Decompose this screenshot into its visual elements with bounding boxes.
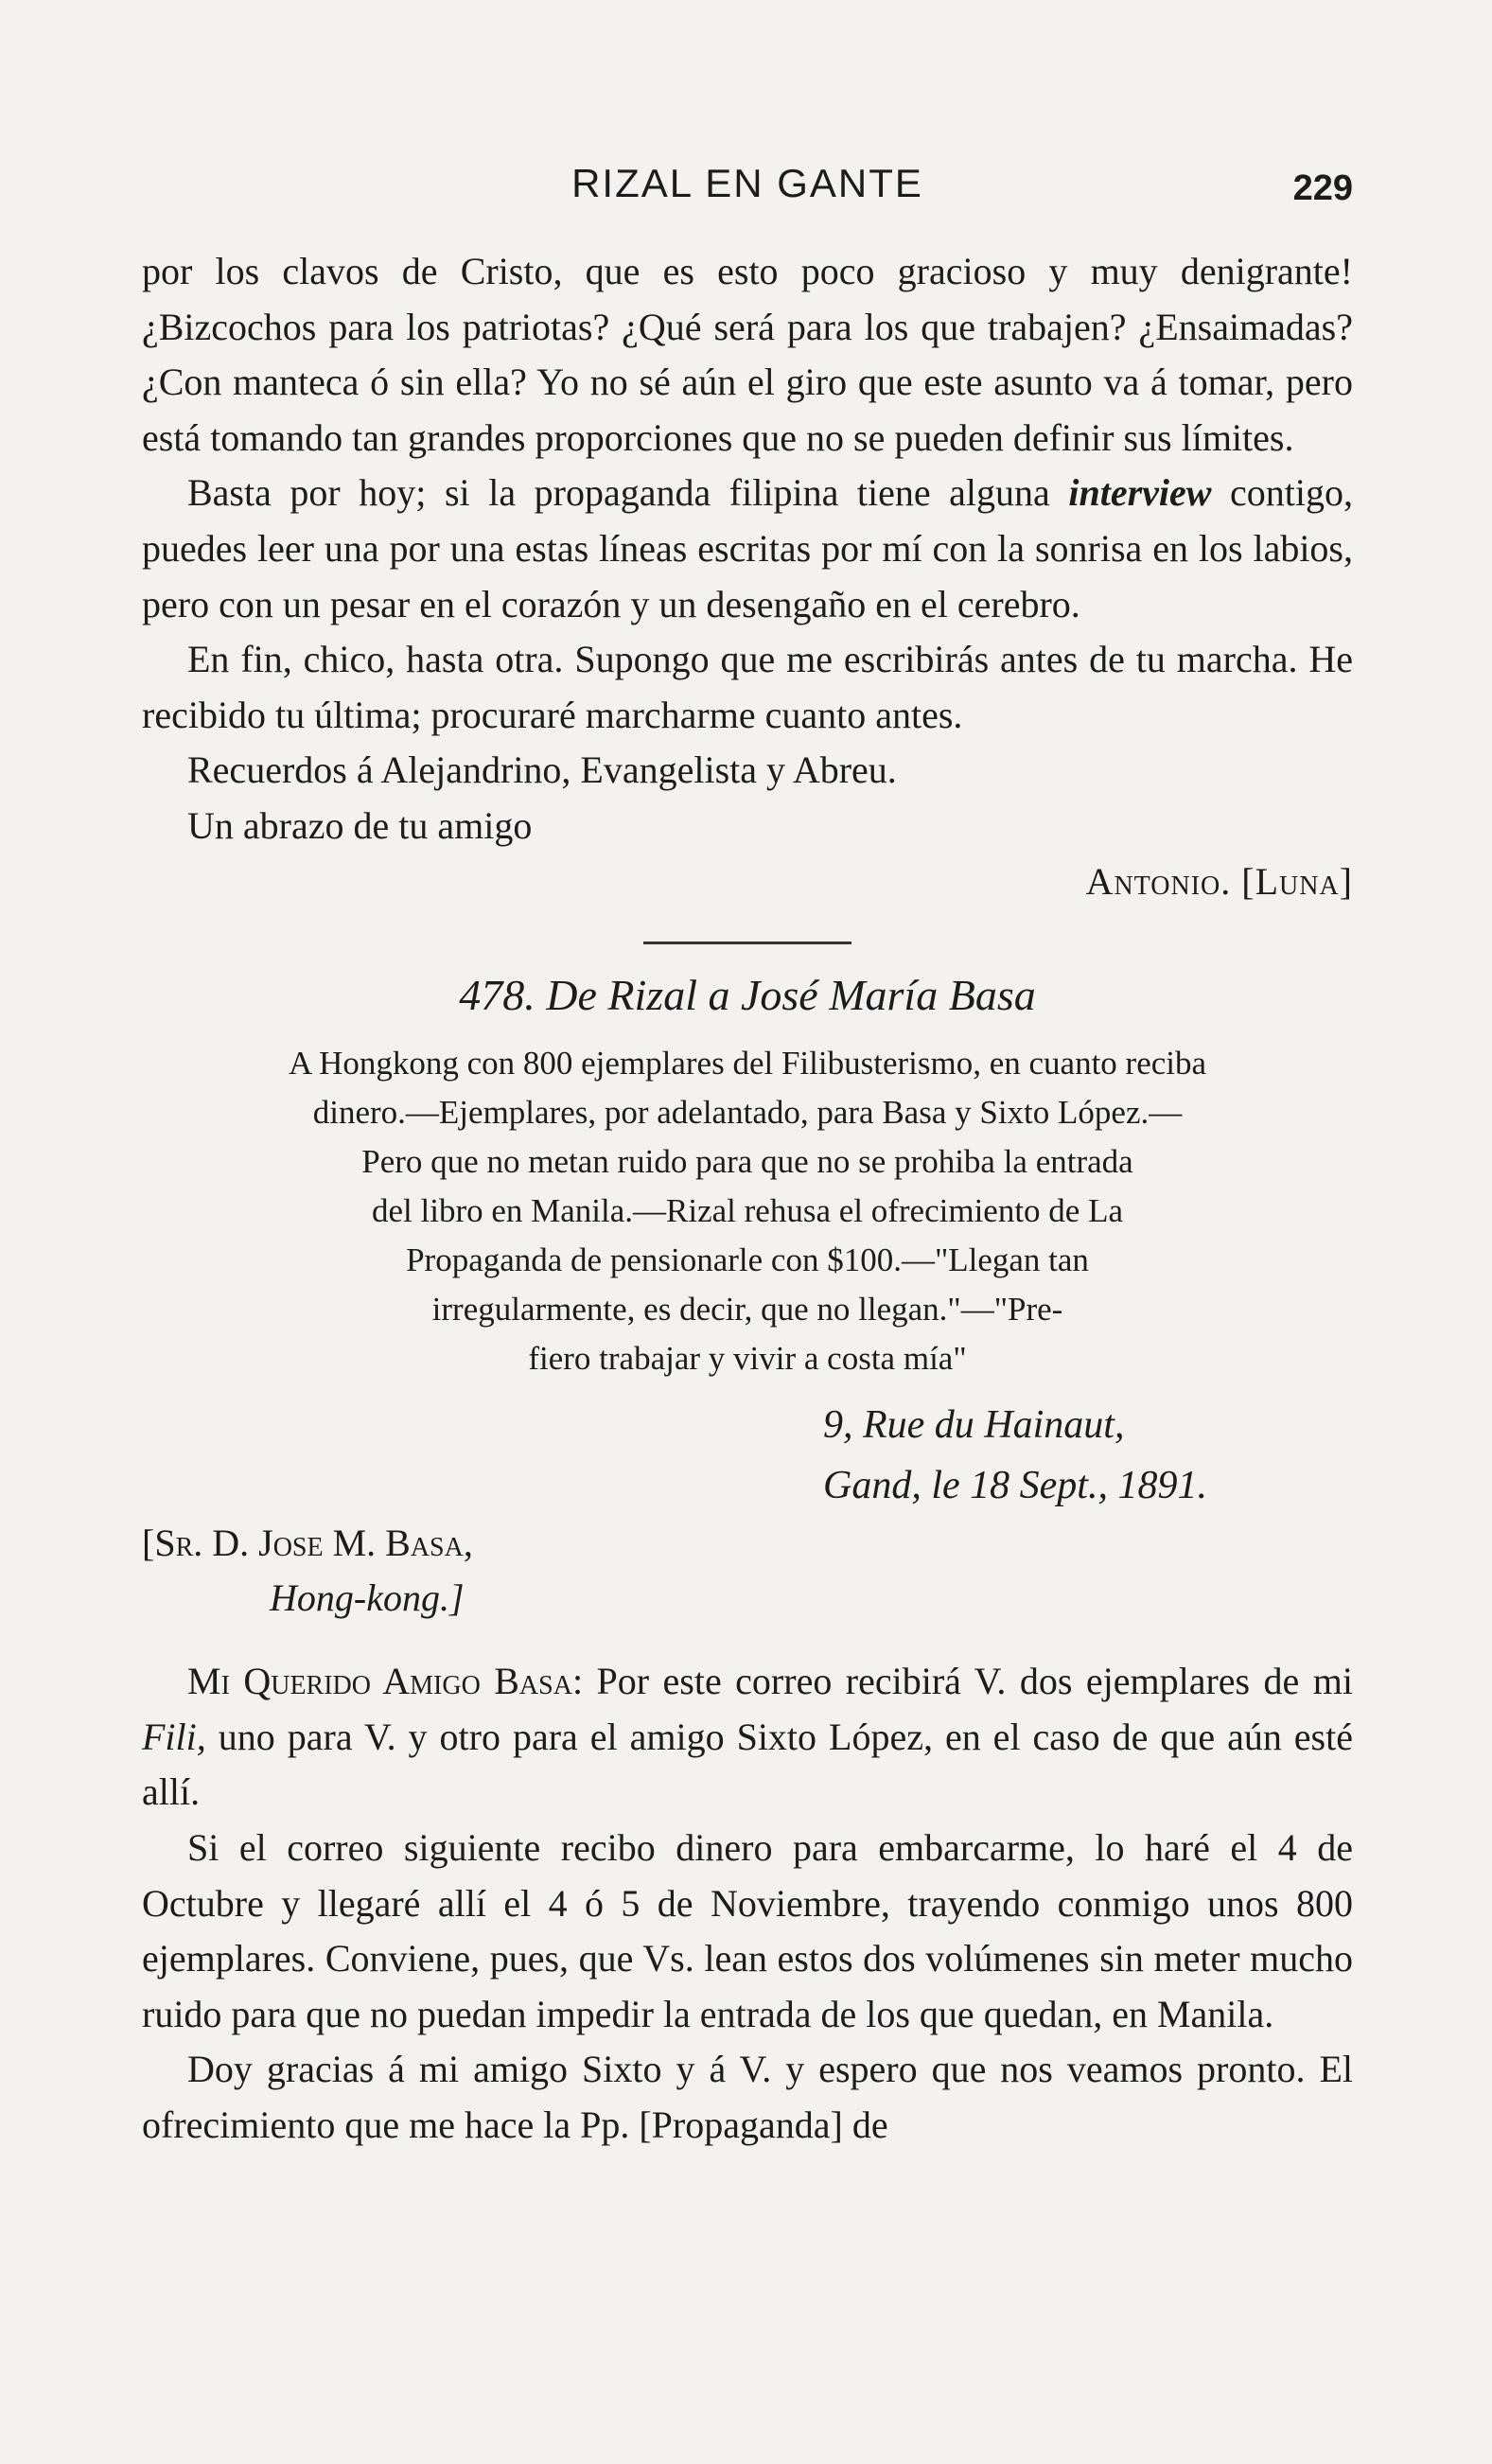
- summary-line: A Hongkong con 800 ejemplares del Filibusterismo, en cuanto reciba: [288, 1045, 1207, 1082]
- page-header: [142, 161, 1353, 218]
- addressee-name: [Sr. D. Jose M. Basa,: [142, 1522, 473, 1565]
- signature: Antonio. [Luna]: [1085, 859, 1353, 903]
- text-span: uno para V. y otro para el amigo Sixto López, en el caso de que aún esté allí.: [142, 1715, 1353, 1814]
- page-number: 229: [1292, 168, 1353, 208]
- summary-line: Propaganda de pensionarle con $100.—"Llegan tan: [406, 1241, 1089, 1279]
- italic-word: interview: [1068, 471, 1212, 515]
- dateline-date: Gand, le 18 Sept., 1891.: [823, 1464, 1207, 1508]
- paragraph: Recuerdos á Alejandrino, Evangelista y Abreu.: [187, 748, 897, 792]
- summary-line: del libro en Manila.—Rizal rehusa el ofrecimiento de La: [371, 1192, 1123, 1230]
- salutation: Mi Querido Amigo Basa:: [187, 1660, 584, 1703]
- letter-body: [142, 1654, 1353, 2153]
- summary-line: irregularmente, es decir, que no llegan."—"Pre-: [431, 1291, 1063, 1329]
- section-divider: [643, 942, 851, 944]
- paragraph: Si el correo siguiente recibo dinero para embarcarme, lo haré el 4 de Octubre y llegaré allí el 4 ó 5 de Noviembre, trayendo conmigo unos 800 ejemplares. Conviene, pues, que Vs. lean estos dos volúmenes sin meter mucho ruido para que no puedan impedir la entrada de los que quedan, en Manila.: [142, 1825, 1353, 2035]
- summary-line: fiero trabajar y vivir a costa mía": [528, 1340, 967, 1378]
- letter-summary: [208, 1039, 1287, 1383]
- page-body: [142, 244, 1353, 2153]
- text-span: Por este correo recibirá V. dos ejemplares de mi: [583, 1660, 1353, 1703]
- paragraph: [142, 466, 1353, 632]
- italic-word: Fili,: [142, 1715, 206, 1758]
- paragraph: Un abrazo de tu amigo: [187, 803, 533, 847]
- text-span: Basta por hoy; si la propaganda filipina tiene alguna: [187, 471, 1069, 515]
- paragraph: Doy gracias á mi amigo Sixto y á V. y espero que nos veamos pronto. El ofrecimiento que me hace la Pp. [Propaganda] de: [142, 2048, 1353, 2146]
- letter-title: 478. De Rizal a José María Basa: [459, 971, 1036, 1020]
- addressee: [142, 1516, 1353, 1626]
- dateline: [142, 1395, 1353, 1516]
- dateline-address: 9, Rue du Hainaut,: [823, 1403, 1125, 1448]
- paragraph: En fin, chico, hasta otra. Supongo que me escribirás antes de tu marcha. He recibido tu última; procuraré marcharme cuanto antes.: [142, 638, 1353, 736]
- summary-line: Pero que no metan ruido para que no se prohiba la entrada: [361, 1143, 1133, 1181]
- running-title: RIZAL EN GANTE: [571, 161, 923, 205]
- paragraph: [142, 1654, 1353, 1821]
- paragraph: por los clavos de Cristo, que es esto poco gracioso y muy denigrante! ¿Bizcochos para los patriotas? ¿Qué será para los que trabajen? ¿Ensaimadas? ¿Con manteca ó sin ella? Yo no sé aún el giro que este asunto va á tomar, pero está tomando tan grandes proporciones que no se pueden definir sus límites.: [142, 250, 1353, 459]
- summary-line: dinero.—Ejemplares, por adelantado, para Basa y Sixto López.—: [312, 1094, 1183, 1132]
- text-span: contigo, puedes leer una por una estas líneas escritas por mí con la sonrisa en los labios, pero con un pesar en el corazón y un desengaño en el cerebro.: [142, 471, 1354, 625]
- addressee-place: Hong-kong.]: [270, 1576, 465, 1620]
